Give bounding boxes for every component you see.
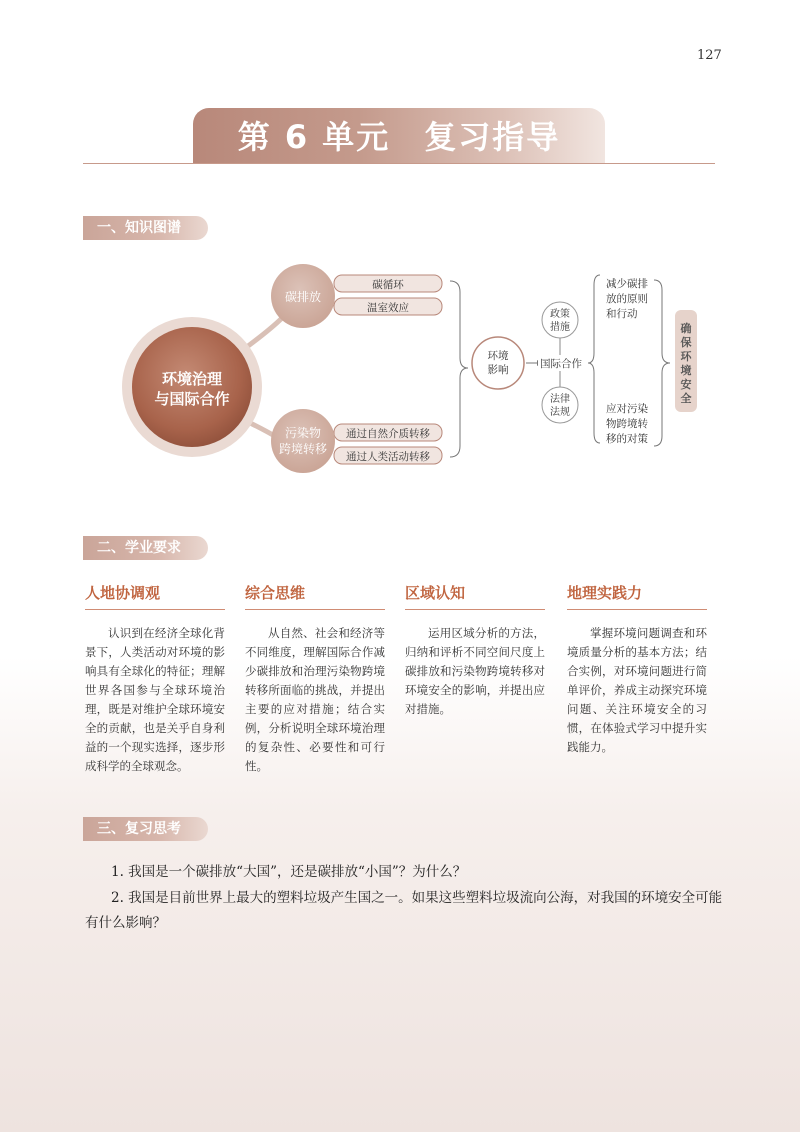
knowledge-map-diagram xyxy=(0,0,800,500)
carbon-item-2: 温室效应 xyxy=(367,302,409,314)
requirement-column xyxy=(85,582,225,776)
goal-char-6: 全 xyxy=(680,392,692,405)
policy-label-line2: 措施 xyxy=(550,322,570,333)
bottom-note-line2: 物跨境转 xyxy=(606,418,648,430)
requirement-heading: 区域认知 xyxy=(405,582,545,610)
requirement-text: 掌握环境问题调查和环境质量分析的基本方法；结合实例，对环境问题进行简单评价，养成主动探究环境问题、关注环境安全的习惯，在体验式学习中提升实践能力。 xyxy=(567,626,707,754)
requirement-column xyxy=(245,582,385,776)
center-label-line2: 与国际合作 xyxy=(154,390,230,408)
impact-label-line2: 影响 xyxy=(487,364,509,376)
pollution-item-1: 通过自然介质转移 xyxy=(346,428,430,440)
review-question-2: 2. 我国是目前世界上最大的塑料垃圾产生国之一。如果这些塑料垃圾流向公海，对我国的环境安全可能 xyxy=(111,890,723,906)
goal-char-5: 安 xyxy=(680,378,692,391)
top-note-line3: 和行动 xyxy=(606,308,638,320)
unit-title: 第 6 单元 复习指导 xyxy=(237,118,561,156)
requirement-column xyxy=(567,582,707,757)
requirement-text: 运用区域分析的方法，归纳和评析不同空间尺度上碳排放和污染物跨境转移对环境安全的影响，并提出应对措施。 xyxy=(405,626,545,716)
section-knowledge-map-heading: 一、知识图谱 xyxy=(83,216,208,240)
pollution-circle xyxy=(271,409,335,473)
review-question-2-cont: 有什么影响？ xyxy=(85,915,166,931)
brace-main xyxy=(450,281,468,457)
requirement-column xyxy=(405,582,545,719)
goal-char-1: 确 xyxy=(680,322,692,335)
requirement-text: 从自然、社会和经济等不同维度，理解国际合作减少碳排放和治理污染物跨境转移所面临的挑战，并提出主要的应对措施；结合实例，分析说明全球环境治理的复杂性、必要性和可行性。 xyxy=(245,626,385,773)
brace-goal xyxy=(654,280,670,446)
goal-char-4: 境 xyxy=(680,364,692,377)
page-number: 127 xyxy=(697,48,722,63)
requirement-heading: 人地协调观 xyxy=(85,582,225,610)
law-label-line2: 法规 xyxy=(550,407,570,418)
requirement-text: 认识到在经济全球化背景下，人类活动对环境的影响具有全球化的特征；理解世界各国参与全球环境治理，既是对维护全球环境安全的贡献，也是关乎自身利益的一个现实选择，逐步形成科学的全球观念。 xyxy=(85,626,225,773)
requirement-heading: 综合思维 xyxy=(245,582,385,610)
carbon-item-1: 碳循环 xyxy=(372,279,404,291)
center-label-line1: 环境治理 xyxy=(161,370,223,388)
bottom-note-line3: 移的对策 xyxy=(606,433,648,445)
section-review-heading: 三、复习思考 xyxy=(83,817,208,841)
review-question-1: 1. 我国是一个碳排放“大国”，还是碳排放“小国”？为什么？ xyxy=(111,864,467,880)
pollution-item-2: 通过人类活动转移 xyxy=(346,451,430,463)
bottom-note-line1: 应对污染 xyxy=(606,403,648,415)
carbon-label: 碳排放 xyxy=(284,290,322,304)
law-label-line1: 法律 xyxy=(550,394,570,405)
goal-char-2: 保 xyxy=(680,336,692,349)
pollution-label-line1: 污染物 xyxy=(284,426,322,440)
top-note-line1: 减少碳排 xyxy=(606,278,648,290)
pollution-label-line2: 跨境转移 xyxy=(278,442,328,456)
policy-label-line1: 政策 xyxy=(550,309,570,320)
goal-char-3: 环 xyxy=(680,350,692,363)
impact-circle xyxy=(472,337,524,389)
top-note-line2: 放的原则 xyxy=(606,293,648,305)
requirement-heading: 地理实践力 xyxy=(567,582,707,610)
brace-cooperation xyxy=(588,275,600,443)
section-requirements-heading: 二、学业要求 xyxy=(83,536,208,560)
cooperation-label: 国际合作 xyxy=(540,358,582,370)
impact-label-line1: 环境 xyxy=(487,350,509,362)
